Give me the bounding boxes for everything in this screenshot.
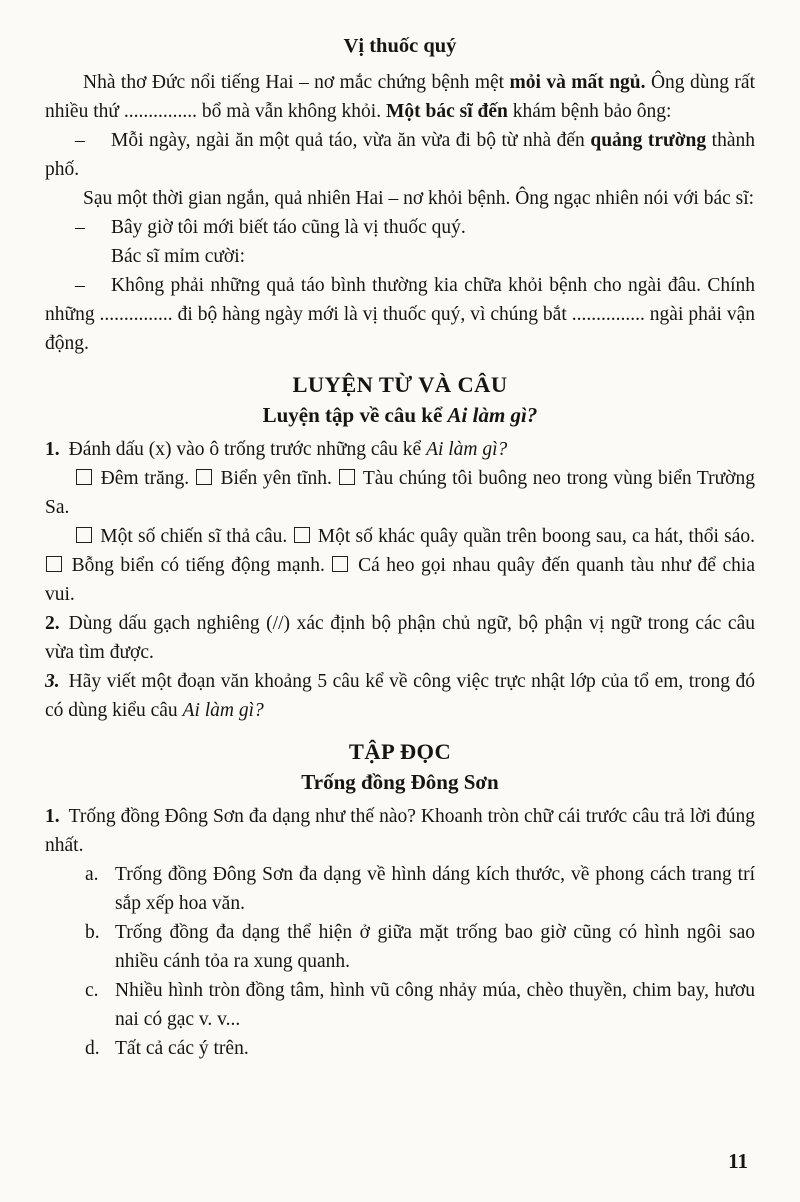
story-paragraph-3 — [45, 242, 755, 271]
text-run-bold: quảng trường — [590, 130, 707, 151]
answer-option-d[interactable] — [45, 1034, 755, 1063]
checkbox-icon[interactable] — [294, 527, 310, 543]
question-number: 2. — [45, 613, 60, 634]
checkbox-icon[interactable] — [332, 556, 348, 572]
text-run: Sạu một thời gian ngắn, quả nhiên Hai – nơ khỏi bệnh. Ông ngạc nhiên nói với bác sĩ: — [83, 188, 755, 209]
grammar-question-2 — [45, 609, 755, 667]
section-heading-grammar: LUYỆN TỪ VÀ CÂU — [292, 372, 508, 397]
text-run: Bây giờ tôi mới biết táo cũng là vị thuốc quý. — [111, 217, 466, 238]
story-title: Vị thuốc quý — [343, 35, 457, 57]
checkbox-icon[interactable] — [339, 469, 355, 485]
story-dialog-3 — [45, 271, 755, 358]
option-text: Trống đồng đa dạng thể hiện ở giữa mặt trống bao giờ cũng có hình ngôi sao nhiều cánh tỏa ra xung quanh. — [115, 922, 755, 972]
text-run-bold: Một bác sĩ đến — [385, 101, 508, 122]
answer-option-a[interactable] — [45, 860, 755, 918]
text-run: Không phải những quả táo bình thường kia chữa khỏi bệnh cho ngài đâu. Chính những — [45, 275, 755, 325]
question-number: 1. — [45, 439, 60, 460]
text-run: Trống đồng Đông Sơn đa dạng như thế nào? Khoanh tròn chữ cái trước câu trả lời đúng nhất. — [45, 806, 755, 856]
checkbox-icon[interactable] — [46, 556, 62, 572]
section-heading-reading: TẬP ĐỌC — [348, 739, 452, 764]
text-run: Dùng dấu gạch nghiêng (//) xác định bộ phận chủ ngữ, bộ phận vị ngữ trong các câu vừa tìm được. — [45, 613, 755, 663]
dialog-dash: – — [75, 217, 85, 238]
story-dialog-2 — [45, 213, 755, 242]
grammar-subheading — [45, 401, 755, 430]
text-run: Luyện tập về câu kể — [262, 403, 448, 427]
grammar-question-3 — [45, 667, 755, 725]
text-run: Nhà thơ Đức nổi tiếng Hai – nơ mắc chứng bệnh mệt — [83, 72, 510, 93]
reading-question-1 — [45, 802, 755, 860]
option-letter: a. — [85, 864, 99, 885]
text-run: Mỗi ngày, ngài ăn một quả táo, vừa ăn vừa đi bộ từ nhà đến — [111, 130, 591, 151]
checkbox-sentences-2 — [45, 522, 755, 609]
text-run-italic: Ai làm gì? — [426, 439, 508, 460]
option-letter: b. — [85, 922, 100, 943]
text-run: Hãy viết một đoạn văn khoảng 5 câu kể về công việc trực nhật lớp của tổ em, trong đó có dùng kiểu câu — [45, 671, 755, 721]
answer-option-c[interactable] — [45, 976, 755, 1034]
text-run: Đánh dấu (x) vào ô trống trước những câu kể — [68, 439, 427, 460]
story-paragraph-1 — [45, 68, 755, 126]
text-run: đi bộ hàng ngày mới là vị thuốc quý, vì chúng bắt — [172, 304, 572, 325]
option-letter: c. — [85, 980, 99, 1001]
story-dialog-1 — [45, 126, 755, 184]
option-text: Tất cả các ý trên. — [115, 1038, 249, 1059]
fill-in-blank: ............... — [571, 304, 645, 325]
dialog-dash: – — [75, 130, 85, 151]
sentence: Đêm trăng. — [95, 468, 195, 489]
sentence: Bỗng biển có tiếng động mạnh. — [65, 555, 332, 576]
text-run: Ông dùng rất nhiều thứ — [45, 72, 755, 122]
story-paragraph-2 — [45, 184, 755, 213]
text-run: bổ mà vẫn không khỏi. — [196, 101, 386, 122]
checkbox-icon[interactable] — [76, 469, 92, 485]
option-text: Nhiều hình tròn đồng tâm, hình vũ công nhảy múa, chèo thuyền, chim bay, hươu nai có gạc v. v... — [115, 980, 755, 1030]
text-run: Bác sĩ mỉm cười: — [111, 246, 246, 267]
text-run-italic: Ai làm gì? — [447, 403, 538, 427]
text-run: khám bệnh bảo ông: — [507, 101, 672, 122]
question-number: 1. — [45, 806, 60, 827]
sentence: Biển yên tĩnh. — [214, 468, 338, 489]
fill-in-blank: ............... — [99, 304, 173, 325]
page-number: 11 — [728, 1149, 748, 1173]
text-run: thành phố. — [45, 130, 756, 180]
option-text: Trống đồng Đông Sơn đa dạng về hình dáng kích thước, về phong cách trang trí sắp xếp hoa văn. — [115, 864, 755, 914]
option-letter: d. — [85, 1038, 100, 1059]
reading-subheading: Trống đồng Đông Sơn — [301, 770, 499, 794]
question-number: 3. — [45, 671, 60, 692]
sentence: Cá heo gọi nhau quây đến quanh tàu như để chia vui. — [45, 555, 755, 605]
text-run: ngài phải vận động. — [45, 304, 755, 354]
checkbox-icon[interactable] — [76, 527, 92, 543]
checkbox-icon[interactable] — [196, 469, 212, 485]
sentence: Tàu chúng tôi buông neo trong vùng biển Trường Sa. — [45, 468, 755, 518]
text-run-italic: Ai làm gì? — [182, 700, 264, 721]
answer-option-b[interactable] — [45, 918, 755, 976]
grammar-question-1 — [45, 435, 755, 464]
text-run-bold: mỏi và mất ngủ. — [509, 72, 646, 93]
checkbox-sentences-1 — [45, 464, 755, 522]
sentence: Một số khác quây quần trên boong sau, ca hát, thổi sáo. — [312, 526, 755, 547]
fill-in-blank: ............... — [123, 101, 197, 122]
dialog-dash: – — [75, 275, 85, 296]
sentence: Một số chiến sĩ thả câu. — [95, 526, 293, 547]
